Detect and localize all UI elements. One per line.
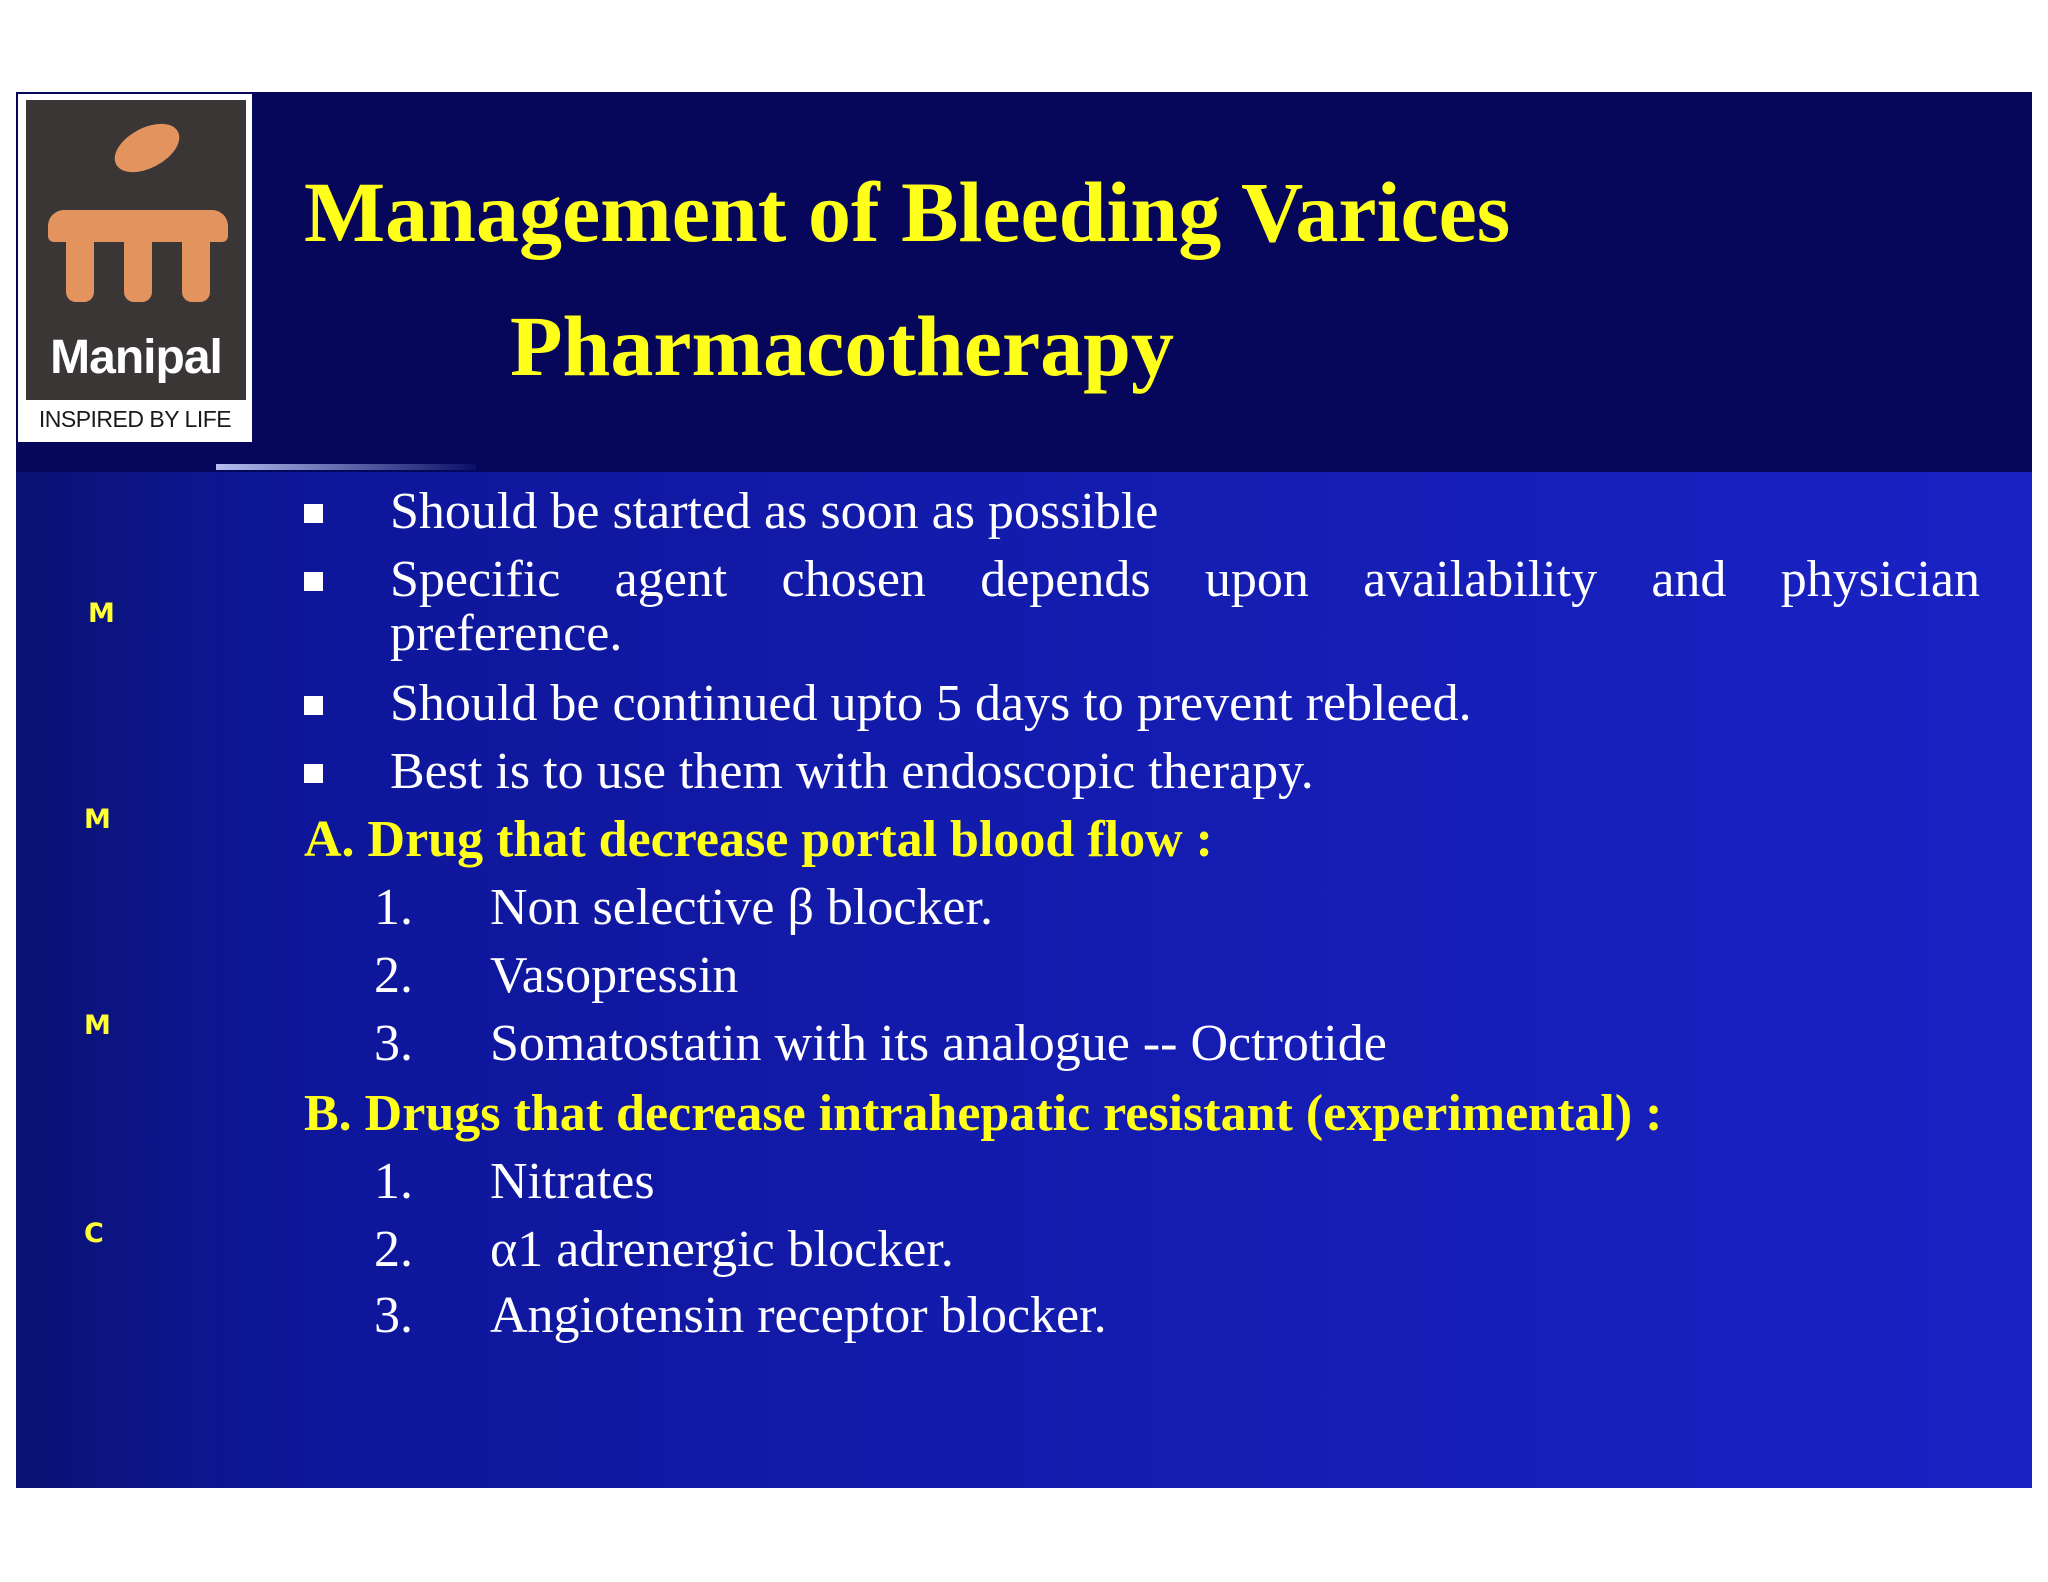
bullet-text: Should be continued upto 5 days to prevent rebleed.: [390, 675, 1472, 732]
square-bullet-icon: [304, 764, 323, 783]
logo-name: Manipal: [50, 331, 222, 384]
side-letter: M: [84, 1010, 111, 1041]
logo-tagline: INSPIRED BY LIFE: [38, 406, 232, 432]
list-number: 2.: [374, 947, 413, 1004]
list-number: 1.: [374, 1153, 413, 1210]
section-b-heading: B. Drugs that decrease intrahepatic resistant (experimental) :: [304, 1085, 1663, 1142]
square-bullet-icon: [304, 696, 323, 715]
logo-figure-leg-icon: [182, 236, 210, 302]
square-bullet-icon: [304, 572, 323, 591]
slide-title: Management of Bleeding Varices: [304, 164, 1511, 260]
bullet-text: preference.: [390, 605, 623, 662]
side-letter: M: [84, 804, 111, 835]
slide-subtitle: Pharmacotherapy: [510, 298, 1174, 394]
side-letter: M: [88, 598, 115, 629]
list-text: Nitrates: [490, 1153, 655, 1210]
list-number: 2.: [374, 1221, 413, 1278]
header-divider: [216, 464, 476, 470]
list-text: Vasopressin: [490, 947, 739, 1004]
logo-figure-leg-icon: [66, 236, 94, 302]
list-text: Non selective β blocker.: [490, 879, 993, 936]
list-number: 3.: [374, 1287, 413, 1344]
section-a-heading: A. Drug that decrease portal blood flow :: [304, 811, 1213, 868]
square-bullet-icon: [304, 504, 323, 523]
logo-emblem: [26, 100, 246, 400]
list-number: 3.: [374, 1015, 413, 1072]
list-text: Angiotensin receptor blocker.: [490, 1287, 1107, 1344]
header-band: [16, 92, 2032, 472]
list-number: 1.: [374, 879, 413, 936]
logo-figure-leg-icon: [124, 236, 152, 302]
bullet-text: Best is to use them with endoscopic therapy.: [390, 743, 1314, 800]
list-text: Somatostatin with its analogue -- Octrotide: [490, 1015, 1387, 1072]
bullet-text: Specific agent chosen depends upon availability and physician: [390, 551, 1980, 608]
list-text: α1 adrenergic blocker.: [490, 1221, 954, 1278]
manipal-logo: [18, 94, 252, 442]
side-letter: C: [84, 1218, 104, 1249]
bullet-text: Should be started as soon as possible: [390, 483, 1159, 540]
slide: [16, 92, 2032, 1488]
logo-figure-head-icon: [107, 114, 188, 182]
left-strip: [16, 472, 216, 1488]
